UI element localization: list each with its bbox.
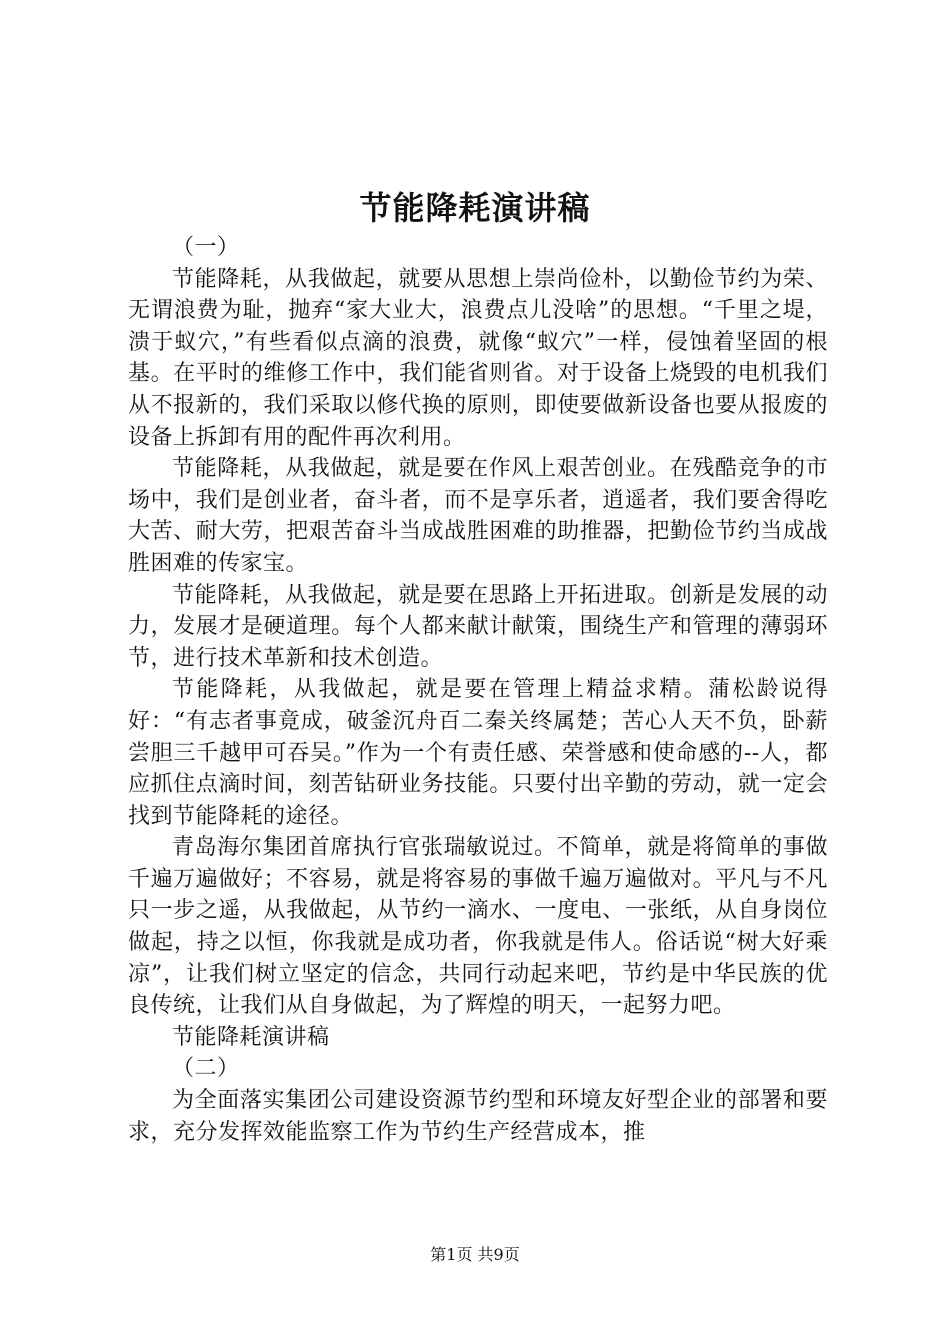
page-indicator: 第1页 共9页 bbox=[430, 1245, 520, 1264]
paragraph-1: 节能降耗，从我做起，就要从思想上崇尚俭朴，以勤俭节约为荣、无谓浪费为耻，抛弃“家大业大，浪费点儿没啥”的思想。“千里之堤，溃于蚁穴，”有些看似点滴的浪费，就像“蚁穴”一样，侵蚀着坚固的根基。在平时的维修工作中，我们能省则省。对于设备上烧毁的电机我们从不报新的，我们采取以修代换的原则，即使要做新设备也要从报废的设备上拆卸有用的配件再次利用。 bbox=[128, 266, 828, 450]
document-body bbox=[128, 232, 828, 1148]
paragraph-4: 节能降耗，从我做起，就是要在管理上精益求精。蒲松龄说得好：“有志者事竟成，破釜沉舟百二秦关终属楚；苦心人天不负，卧薪尝胆三千越甲可吞吴。”作为一个有责任感、荣誉感和使命感的--人，都应抓住点滴时间，刻苦钻研业务技能。只要付出辛勤的劳动，就一定会找到节能降耗的途径。 bbox=[128, 677, 828, 829]
section-marker-2: （二） bbox=[172, 1056, 240, 1082]
section2-paragraph: 为全面落实集团公司建设资源节约型和环境友好型企业的部署和要求，充分发挥效能监察工作为节约生产经营成本，推 bbox=[128, 1088, 828, 1145]
page-title: 节能降耗演讲稿 bbox=[359, 189, 591, 227]
paragraph-3: 节能降耗，从我做起，就是要在思路上开拓进取。创新是发展的动力，发展才是硬道理。每个人都来献计献策，围绕生产和管理的薄弱环节，进行技术革新和技术创造。 bbox=[128, 582, 828, 671]
subtitle-repeat: 节能降耗演讲稿 bbox=[172, 1024, 330, 1050]
paragraph-2: 节能降耗，从我做起，就是要在作风上艰苦创业。在残酷竞争的市场中，我们是创业者，奋斗者，而不是享乐者，逍遥者，我们要舍得吃大苦、耐大劳，把艰苦奋斗当成战胜困难的助推器，把勤俭节约当成战胜困难的传家宝。 bbox=[128, 456, 828, 576]
section-marker-1: （一） bbox=[172, 235, 240, 260]
paragraph-5: 青岛海尔集团首席执行官张瑞敏说过。不简单，就是将简单的事做千遍万遍做好；不容易，就是将容易的事做千遍万遍做对。平凡与不凡只一步之遥，从我做起，从节约一滴水、一度电、一张纸，从自身岗位做起，持之以恒，你我就是成功者，你我就是伟人。俗话说“树大好乘凉”，让我们树立坚定的信念，共同行动起来吧，节约是中华民族的优良传统，让我们从自身做起，为了辉煌的明天，一起努力吧。 bbox=[128, 835, 828, 1019]
